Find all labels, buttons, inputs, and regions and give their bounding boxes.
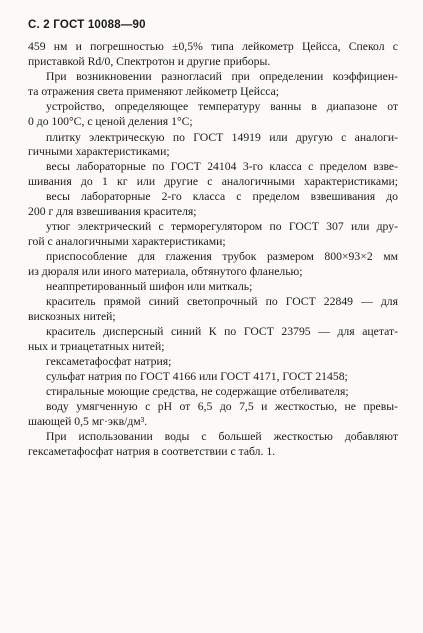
text-line: устройство, определяющее температуру ванны в диапазоне от (46, 100, 398, 113)
text-line: гичными характеристиками; (28, 145, 170, 158)
text-line: сульфат натрия по ГОСТ 4166 или ГОСТ 4171, ГОСТ 21458; (46, 370, 348, 383)
text-line: плитку электрическую по ГОСТ 14919 или другую с аналоги- (46, 131, 398, 144)
text-line: неаппретированный шифон или миткаль; (46, 280, 253, 293)
text-line: весы лабораторные 2-го класса с пределом взвешивания до (46, 190, 398, 203)
text-line: приставкой Rd/0, Спектротон и другие приборы. (28, 55, 271, 68)
text-line: краситель дисперсный синий К по ГОСТ 23795 — для ацетат- (46, 325, 398, 338)
text-line: гой с аналогичными характеристиками; (28, 235, 226, 248)
text-line: краситель прямой синий светопрочный по ГОСТ 22849 — для (46, 295, 398, 308)
text-line: гексаметафосфат натрия в соответствии с табл. 1. (28, 445, 276, 458)
text-line: из дюраля или иного материала, обтянутого фланелью; (28, 265, 303, 278)
text-line: весы лабораторные по ГОСТ 24104 3-го класса с пределом взве- (46, 160, 398, 173)
page-header: С. 2 ГОСТ 10088—90 (28, 19, 146, 31)
text-line: шивания до 1 кг или другие с аналогичными характеристиками; (28, 175, 398, 188)
text-line: 200 г для взвешивания красителя; (28, 205, 197, 218)
text-line: гексаметафосфат натрия; (46, 355, 172, 368)
text-line: вискозных нитей; (28, 310, 116, 323)
text-line: ных и триацетатных нитей; (28, 340, 165, 353)
text-line: 459 нм и погрешностью ±0,5% типа лейкометр Цейсса, Спекол с (28, 40, 398, 53)
text-line: 0 до 100°С, с ценой деления 1°С; (28, 115, 193, 128)
text-line: утюг электрический с терморегулятором по ГОСТ 307 или дру- (46, 220, 398, 233)
text-line: При возникновении разногласий при определении коэффициен- (46, 70, 398, 83)
text-line: приспособление для глажения трубок размером 800×93×2 мм (46, 250, 398, 263)
text-line: шающей 0,5 мг·экв/дм³. (28, 415, 148, 428)
text-line: та отражения света применяют лейкометр Цейсса; (28, 85, 280, 98)
text-line: При использовании воды с большей жесткостью добавляют (46, 430, 398, 443)
text-line: стиральные моющие средства, не содержащие отбеливателя; (46, 385, 349, 398)
text-line: воду умягченную с pH от 6,5 до 7,5 и жесткостью, не превы- (46, 400, 398, 413)
